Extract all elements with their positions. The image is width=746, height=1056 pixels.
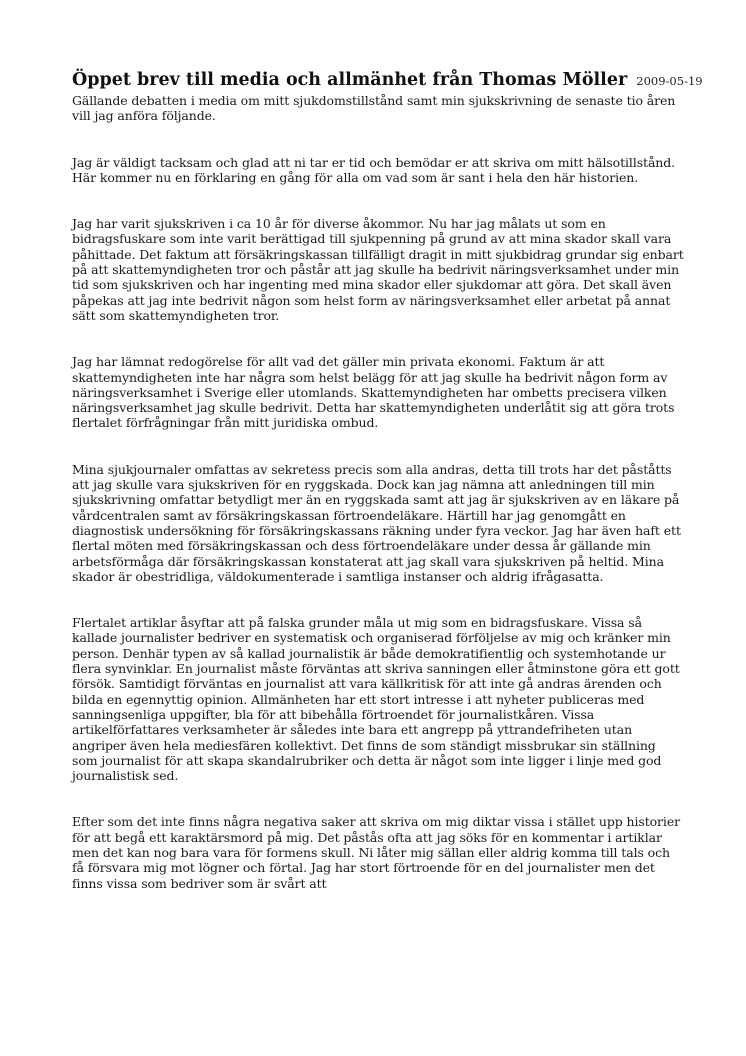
paragraph-thanks: Jag är väldigt tacksam och glad att ni tar er tid och bemödar er att skriva om mitt hälsotillstånd. Här kommer nu en förklaring en gång för alla om vad som är sant i hela den här historien. [72,154,676,185]
paragraph-intro: Gällande debatten i media om mitt sjukdomstillstånd samt min sjukskrivning de senaste tio åren vill jag anföra följande. [72,93,676,124]
document-date: 2009-05-19 [636,74,703,88]
paragraph-medical-records: Mina sjukjournaler omfattas av sekretess precis som alla andras, detta till trots har det påståtts att jag skulle vara sjukskriven för en ryggskada. Dock kan jag nämna att anledningen till min sjukskrivning omfattar betydligt mer än en ryggskada samt att jag är sjukskriven av en läkare på vårdcentralen samt av försäkringskassan förtroendeläkare. Härtill har jag genomgått en diagnostisk undersökning för försäkringskassans räkning under fyra veckor. Jag har även haft ett flertal möten med försäkringskassan och dess förtroendeläkare under dessa år gällande min arbetsförmåga där försäkringskassan konstaterat att jag skall vara sjukskriven på heltid. Mina skador är obestridliga, väldokumenterade i samtliga instanser och aldrig ifrågasatta. [72,461,681,584]
paragraph-journalism: Flertalet artiklar åsyftar att på falska grunder måla ut mig som en bidragsfuskare. Vissa så kallade journalister bedriver en systematisk och organiserad förföljelse av mig och kränker min person. Denhär typen av så kallad journalistik är både demokratifientlig och systemhotande ur flera synvinklar. En journalist måste förväntas att skriva sanningen eller åtminstone göra ett gott försök. Samtidigt förväntas en journalist att vara källkritisk för att inte gå andras ärenden och bilda en egennyttig opinion. Allmänheten har ett stort intresse i att nyheter publiceras med sanningsenliga uppgifter, bla för att bibehålla förtroendet för journalistkåren. Vissa artikelförfattares verksamheter är således inte bara ett angrepp på yttrandefriheten utan angriper även hela mediesfären kollektivt. Det finns de som ständigt missbrukar sin ställning som journalist för att skapa skandalrubriker och detta är något som inte ligger i linje med god journalistisk sed. [72,615,680,784]
paragraph-character: Efter som det inte finns några negativa saker att skriva om mig diktar vissa i stället upp historier för att begå ett karaktärsmord på mig. Det påstås ofta att jag söks för en kommentar i artiklar men det kan nog bara vara för formens skull. Ni låter mig sällan eller aldrig komma till tals och få försvara mig mot lögner och förtal. Jag har stort förtroende för en del journalister men det finns vissa som bedriver som är svårt att [72,814,680,891]
document-heading [72,68,703,93]
document-page [72,68,703,891]
document-title: Öppet brev till media och allmänhet från Thomas Möller [72,70,628,90]
paragraph-economy: Jag har lämnat redogörelse för allt vad det gäller min privata ekonomi. Faktum är att skattemyndigheten inte har några som helst belägg för att jag skulle ha bedrivit någon form av näringsverksamhet i Sverige eller utomlands. Skattemyndigheten har ombetts precisera vilken näringsverksamhet jag skulle bedrivit. Detta har skattemyndigheten underlåtit sig att göra trots flertalet förfrågningar från mitt juridiska ombud. [72,354,675,431]
paragraph-sick-leave: Jag har varit sjukskriven i ca 10 år för diverse åkommor. Nu har jag målats ut som en bidragsfuskare som inte varit berättigad till sjukpenning på grund av att mina skador skall vara påhittade. Det faktum att försäkringskassan tillfälligt dragit in mitt sjukbidrag grundar sig enbart på att skattemyndigheten tror och påstår att jag skulle ha bedrivit näringsverksamhet under min tid som sjukskriven och har ingenting med mina skador eller sjukdomar att göra. Det skall även påpekas att jag inte bedrivit någon som helst form av näringsverksamhet eller arbetat på annat sätt som skattemyndigheten tror. [72,216,684,323]
